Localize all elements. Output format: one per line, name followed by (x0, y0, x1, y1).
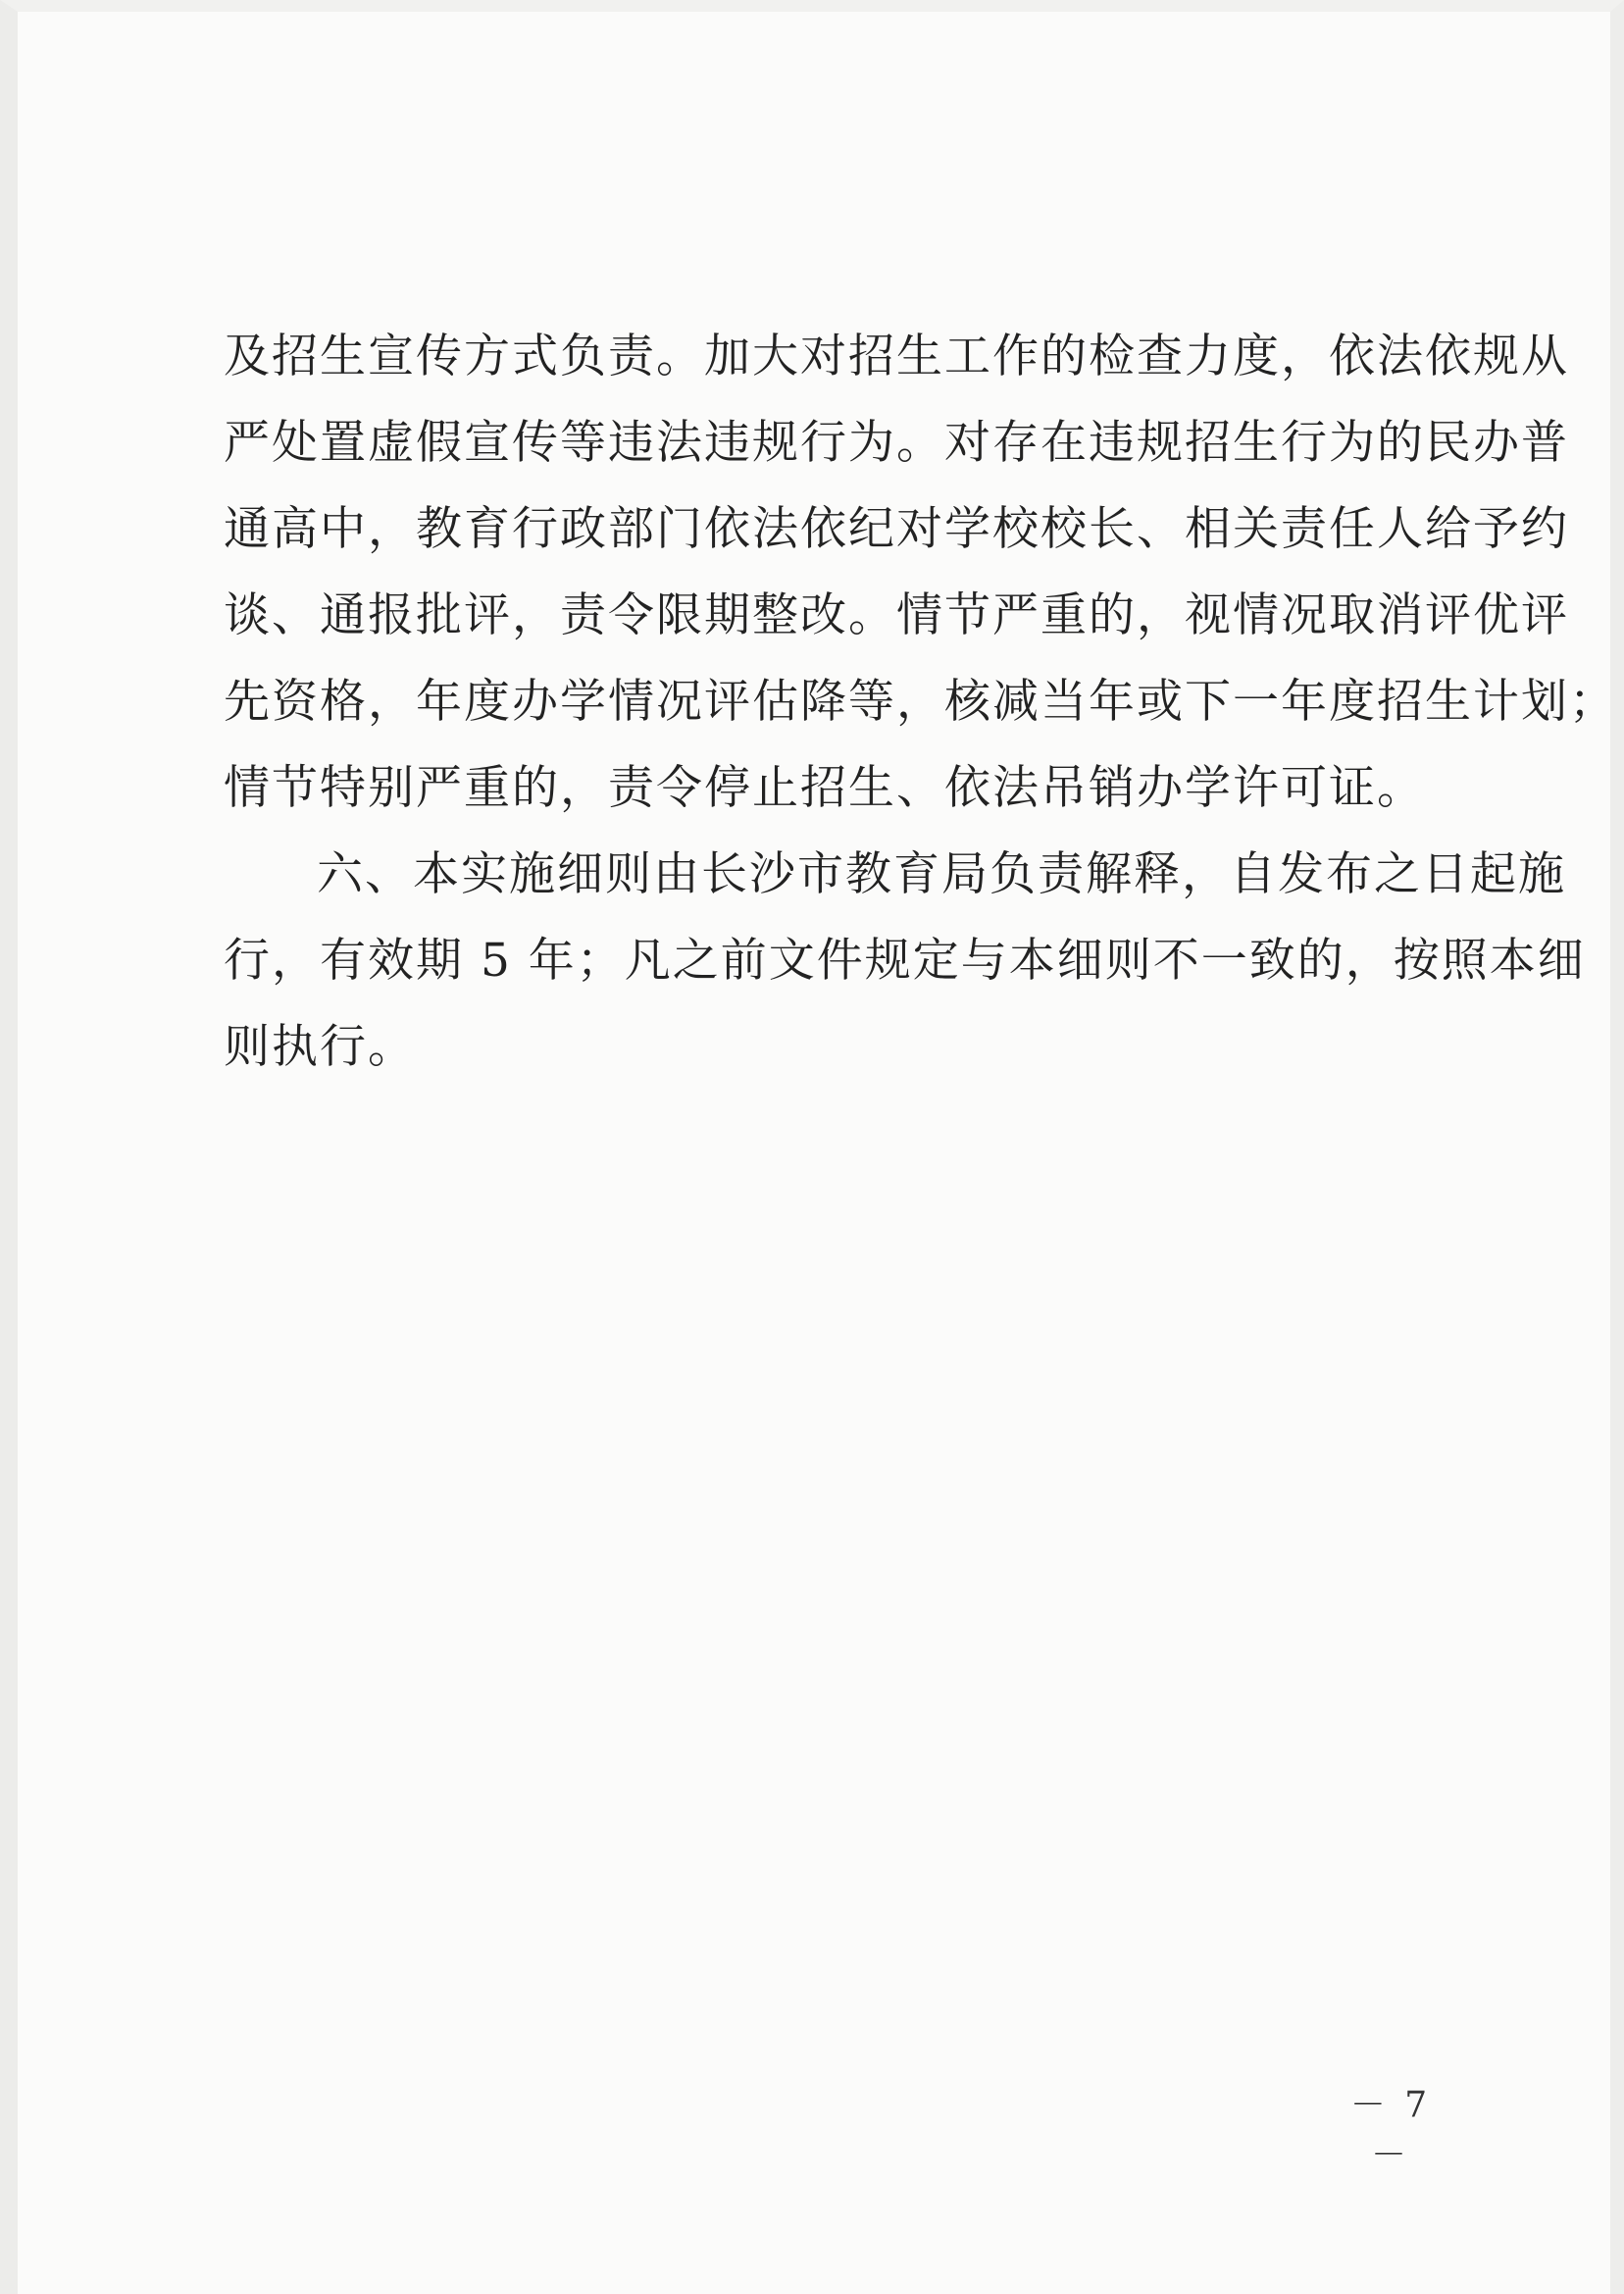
text-line: 通高中，教育行政部门依法依纪对学校校长、相关责任人给予约 (224, 502, 1569, 556)
text-line: 严处置虚假宣传等违法违规行为。对存在违规招生行为的民办普 (224, 416, 1569, 470)
text-line: 先资格，年度办学情况评估降等，核减当年或下一年度招生计划； (224, 675, 1617, 729)
body-text (224, 314, 1617, 1091)
text-line: 谈、通报批评，责令限期整改。情节严重的，视情况取消评优评 (224, 588, 1569, 642)
text-line: 行，有效期 5 年；凡之前文件规定与本细则不一致的，按照本细 (224, 934, 1586, 988)
text-line: 则执行。 (224, 1020, 416, 1074)
text-line: 情节特别严重的，责令停止招生、依法吊销办学许可证。 (224, 761, 1425, 815)
page-number: － 7 － (1349, 2085, 1432, 2175)
paragraph-enforcement (224, 314, 1617, 832)
text-line: 及招生宣传方式负责。加大对招生工作的检查力度，依法依规从 (224, 330, 1569, 383)
paragraph-article-six (224, 832, 1586, 1091)
text-line: 六、本实施细则由长沙市教育局负责解释，自发布之日起施 (317, 847, 1566, 901)
